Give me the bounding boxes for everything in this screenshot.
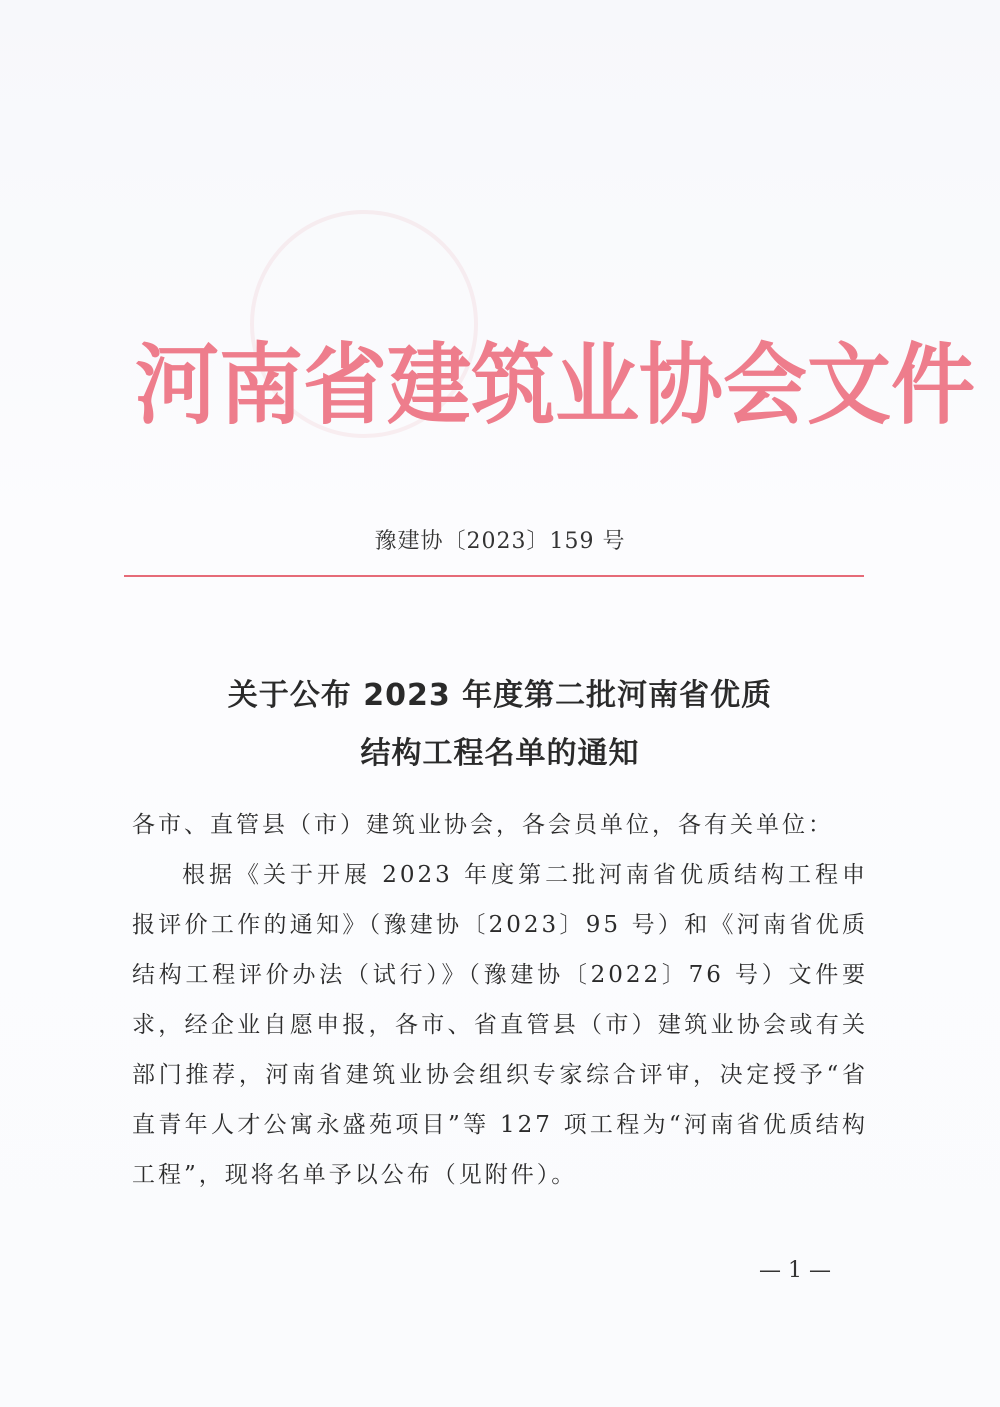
masthead-title: 河南省建筑业协会文件 [135, 333, 976, 437]
salutation: 各市、直管县（市）建筑业协会，各会员单位，各有关单位： [132, 812, 834, 838]
notice-title-line-1: 关于公布 2023 年度第二批河南省优质 [227, 678, 773, 713]
page-number: — 1 — [759, 1258, 831, 1283]
document-number: 豫建协〔2023〕159 号 [374, 529, 626, 554]
body-paragraph: 根据《关于开展 2023 年度第二批河南省优质结构工程申报评价工作的通知》（豫建协〔2023〕95 号）和《河南省优质结构工程评价办法（试行）》（豫建协〔2022〕76 号）文件要求，经企业自愿申报，各市、省直管县（市）建筑业协会或有关部门推荐，河南省建筑业协会组织专家综合评审，决定授予“省直青年人才公寓永盛苑项目”等 127 项工程为“河南省优质结构工程”，现将名单予以公布（见附件）。 [132, 862, 868, 1188]
red-divider-rule [124, 575, 864, 577]
notice-title-line-2: 结构工程名单的通知 [360, 736, 640, 771]
